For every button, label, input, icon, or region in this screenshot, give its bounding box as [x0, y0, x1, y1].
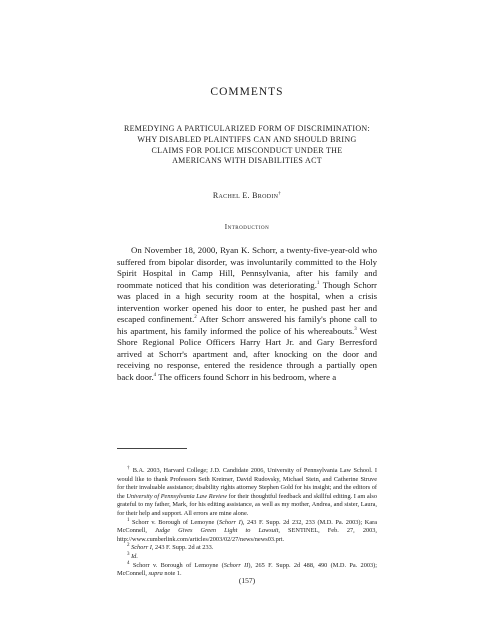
footnote-mark: †: [127, 465, 131, 471]
author-byline: [0, 191, 494, 200]
footnotes: [117, 467, 377, 579]
footnote-mark: 3: [127, 551, 130, 557]
footnote-1: [117, 519, 377, 545]
footnote-text: , 243 F. Supp. 2d at 233.: [151, 544, 214, 552]
body-sentence: On November 18, 2000, Ryan K. Schorr, a twenty-five-year-old who suffered from bipolar disorder, was involuntarily committed to the Holy Spirit Hospital in Camp Hill, Pennsylvania, after his family and roommate noticed that his condition was deteriorating.: [117, 245, 377, 290]
footnote-mark: 4: [127, 560, 130, 566]
footnote-text: Schorr v. Borough of Lemoyne (: [132, 518, 219, 526]
footnote-mark: 1: [127, 517, 130, 523]
footnote-signal: supra: [148, 570, 163, 578]
footnote-text: Schorr v. Borough of Lemoyne (: [132, 561, 224, 569]
article-title: [0, 124, 494, 167]
footnote-ref: 2: [194, 315, 197, 321]
footnote-text: for their thoughtful feedback and skillful editing. I am also grateful to my father, Mark, for his editing assistance, as well as my mother, Andrea, and sister, Laura, for their help and support. All errors are mine alone.: [117, 492, 377, 517]
body-sentence: The officers found Schorr in his bedroom, where a: [156, 372, 337, 383]
footnote-author: [117, 467, 377, 519]
introduction-heading: Introduction: [224, 223, 270, 231]
footnote-3: [117, 553, 377, 562]
footnote-text: ), 243 F. Supp. 2d 232, 233 (M.D. Pa. 2003); Kara McConnell,: [117, 518, 378, 535]
section-heading: COMMENTS: [210, 86, 284, 98]
article-title-line: REMEDYING A PARTICULARIZED FORM OF DISCRIMINATION:: [123, 124, 371, 133]
footnote-mark: 2: [127, 543, 130, 549]
body-sentence: Though Schorr was placed in a high security room at the hospital, when a crisis intervention worker opened his door to enter, he pushed past her and escaped confinement.: [117, 279, 377, 325]
author-footnote-mark: †: [278, 191, 282, 197]
footnote-ref: 3: [354, 326, 357, 332]
footnote-text: Id.: [131, 552, 138, 560]
article-title-line: CLAIMS FOR POLICE MISCONDUCT UNDER THE: [151, 145, 343, 155]
footnote-case-short: Schorr II: [223, 561, 249, 569]
footnote-article-title: Judge Gives Green Light to Lawsuit: [155, 527, 279, 535]
body-text: [117, 245, 377, 384]
footnote-text: note 1.: [162, 570, 182, 578]
footnote-journal: University of Pennsylvania Law Review: [126, 492, 227, 500]
footnote-text: B.A. 2003, Harvard College; J.D. Candidate 2006, University of Pennsylvania Law School. I would like to thank Professors Seth Kreimer, David Rudovsky, Michael Stein, and Catherine Struve for their invaluable assistance; disability rights attorney Stephen Gold for his insight; and the editors of the: [117, 467, 378, 500]
footnote-ref: 4: [153, 373, 157, 379]
page-number: (157): [238, 576, 256, 585]
footnote-2: [117, 544, 377, 553]
body-paragraph: [117, 245, 377, 384]
footnote-text: , SENTINEL, Feb. 27, 2003, http://www.cumberlink.com/articles/2003/02/27/news/news03.prt.: [117, 527, 378, 543]
body-sentence: West Shore Regional Police Officers Harry Hart Jr. and Gary Berresford arrived at Schorr's apartment and, after knocking on the door and receiving no response, entered the residence through a partially open back door.: [117, 325, 377, 383]
footnote-case-short: Schorr I: [131, 544, 152, 552]
article-title-line: WHY DISABLED PLAINTIFFS CAN AND SHOULD BRING: [137, 134, 357, 144]
footnote-divider: [117, 448, 187, 449]
footnote-case-short: Schorr I: [218, 518, 241, 526]
article-title-line: AMERICANS WITH DISABILITIES ACT: [172, 156, 322, 166]
body-sentence: After Schorr answered his family's phone call to his apartment, his family informed the police of his whereabouts.: [117, 314, 377, 336]
footnote-ref: 1: [316, 280, 320, 286]
footnote-text: ), 265 F. Supp. 2d 488, 490 (M.D. Pa. 2003); McConnell,: [117, 561, 377, 578]
author-name: Rachel E. Brodin: [212, 191, 279, 200]
